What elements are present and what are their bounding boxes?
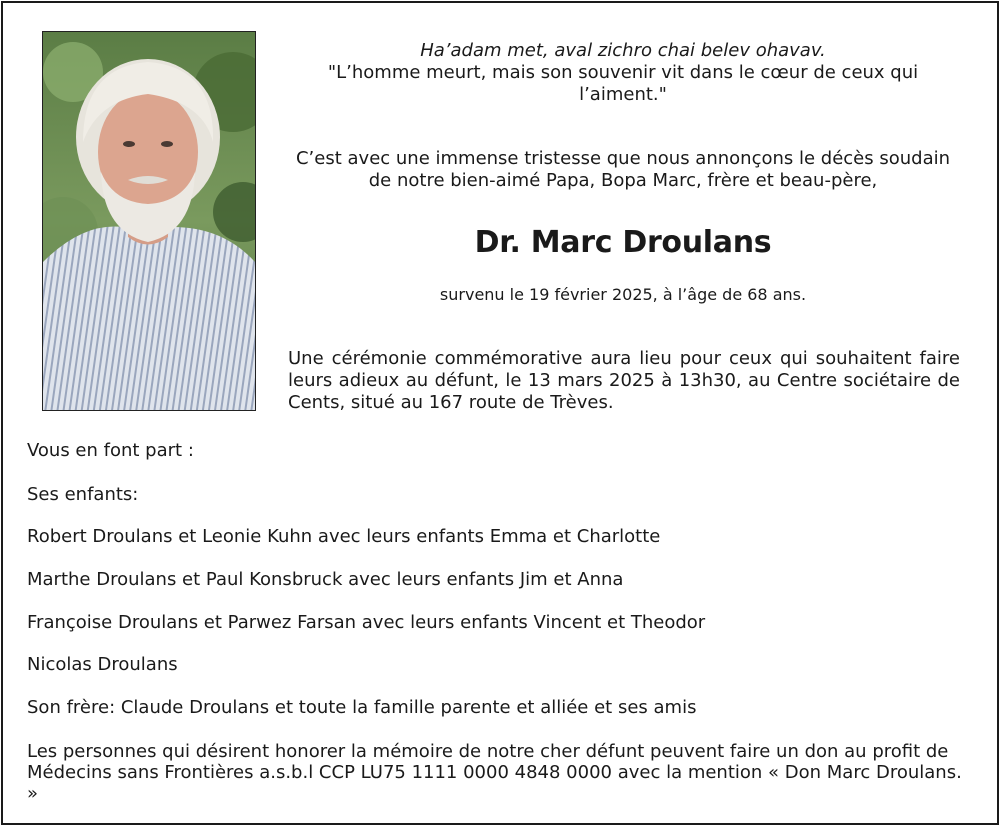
child-line: Robert Droulans et Leonie Kuhn avec leurs enfants Emma et Charlotte (27, 526, 661, 547)
child-line: Marthe Droulans et Paul Konsbruck avec leurs enfants Jim et Anna (27, 569, 624, 590)
french-quote: "L’homme meurt, mais son souvenir vit dans le cœur de ceux qui l’aiment." (327, 62, 919, 105)
family-intro: Vous en font part : (27, 440, 194, 461)
announcement-text: C’est avec une immense tristesse que nous annonçons le décès soudain de notre bien-aimé Papa, Bopa Marc, frère et beau-père, (295, 148, 951, 191)
portrait-illustration (43, 32, 255, 410)
portrait-photo (42, 31, 256, 411)
child-line: Françoise Droulans et Parwez Farsan avec leurs enfants Vincent et Theodor (27, 612, 706, 633)
children-label: Ses enfants: (27, 484, 139, 505)
ceremony-text: Une cérémonie commémorative aura lieu pour ceux qui souhaitent faire leurs adieux au défunt, le 13 mars 2025 à 13h30, au Centre sociétaire de Cents, situé au 167 route de Trèves. (288, 348, 960, 413)
brother-line: Son frère: Claude Droulans et toute la famille parente et alliée et ses amis (27, 697, 697, 718)
deceased-name: Dr. Marc Droulans (474, 225, 772, 260)
death-info: survenu le 19 février 2025, à l’âge de 68 ans. (439, 285, 807, 304)
donation-text: Les personnes qui désirent honorer la mémoire de notre cher défunt peuvent faire un don au profit de Médecins sans Frontières a.s.b.l CCP LU75 1111 0000 4848 0000 avec la mention « Don Marc Droulans. » (27, 741, 962, 804)
hebrew-quote: Ha’adam met, aval zichro chai belev ohavav. (420, 40, 826, 61)
child-line: Nicolas Droulans (27, 654, 178, 675)
